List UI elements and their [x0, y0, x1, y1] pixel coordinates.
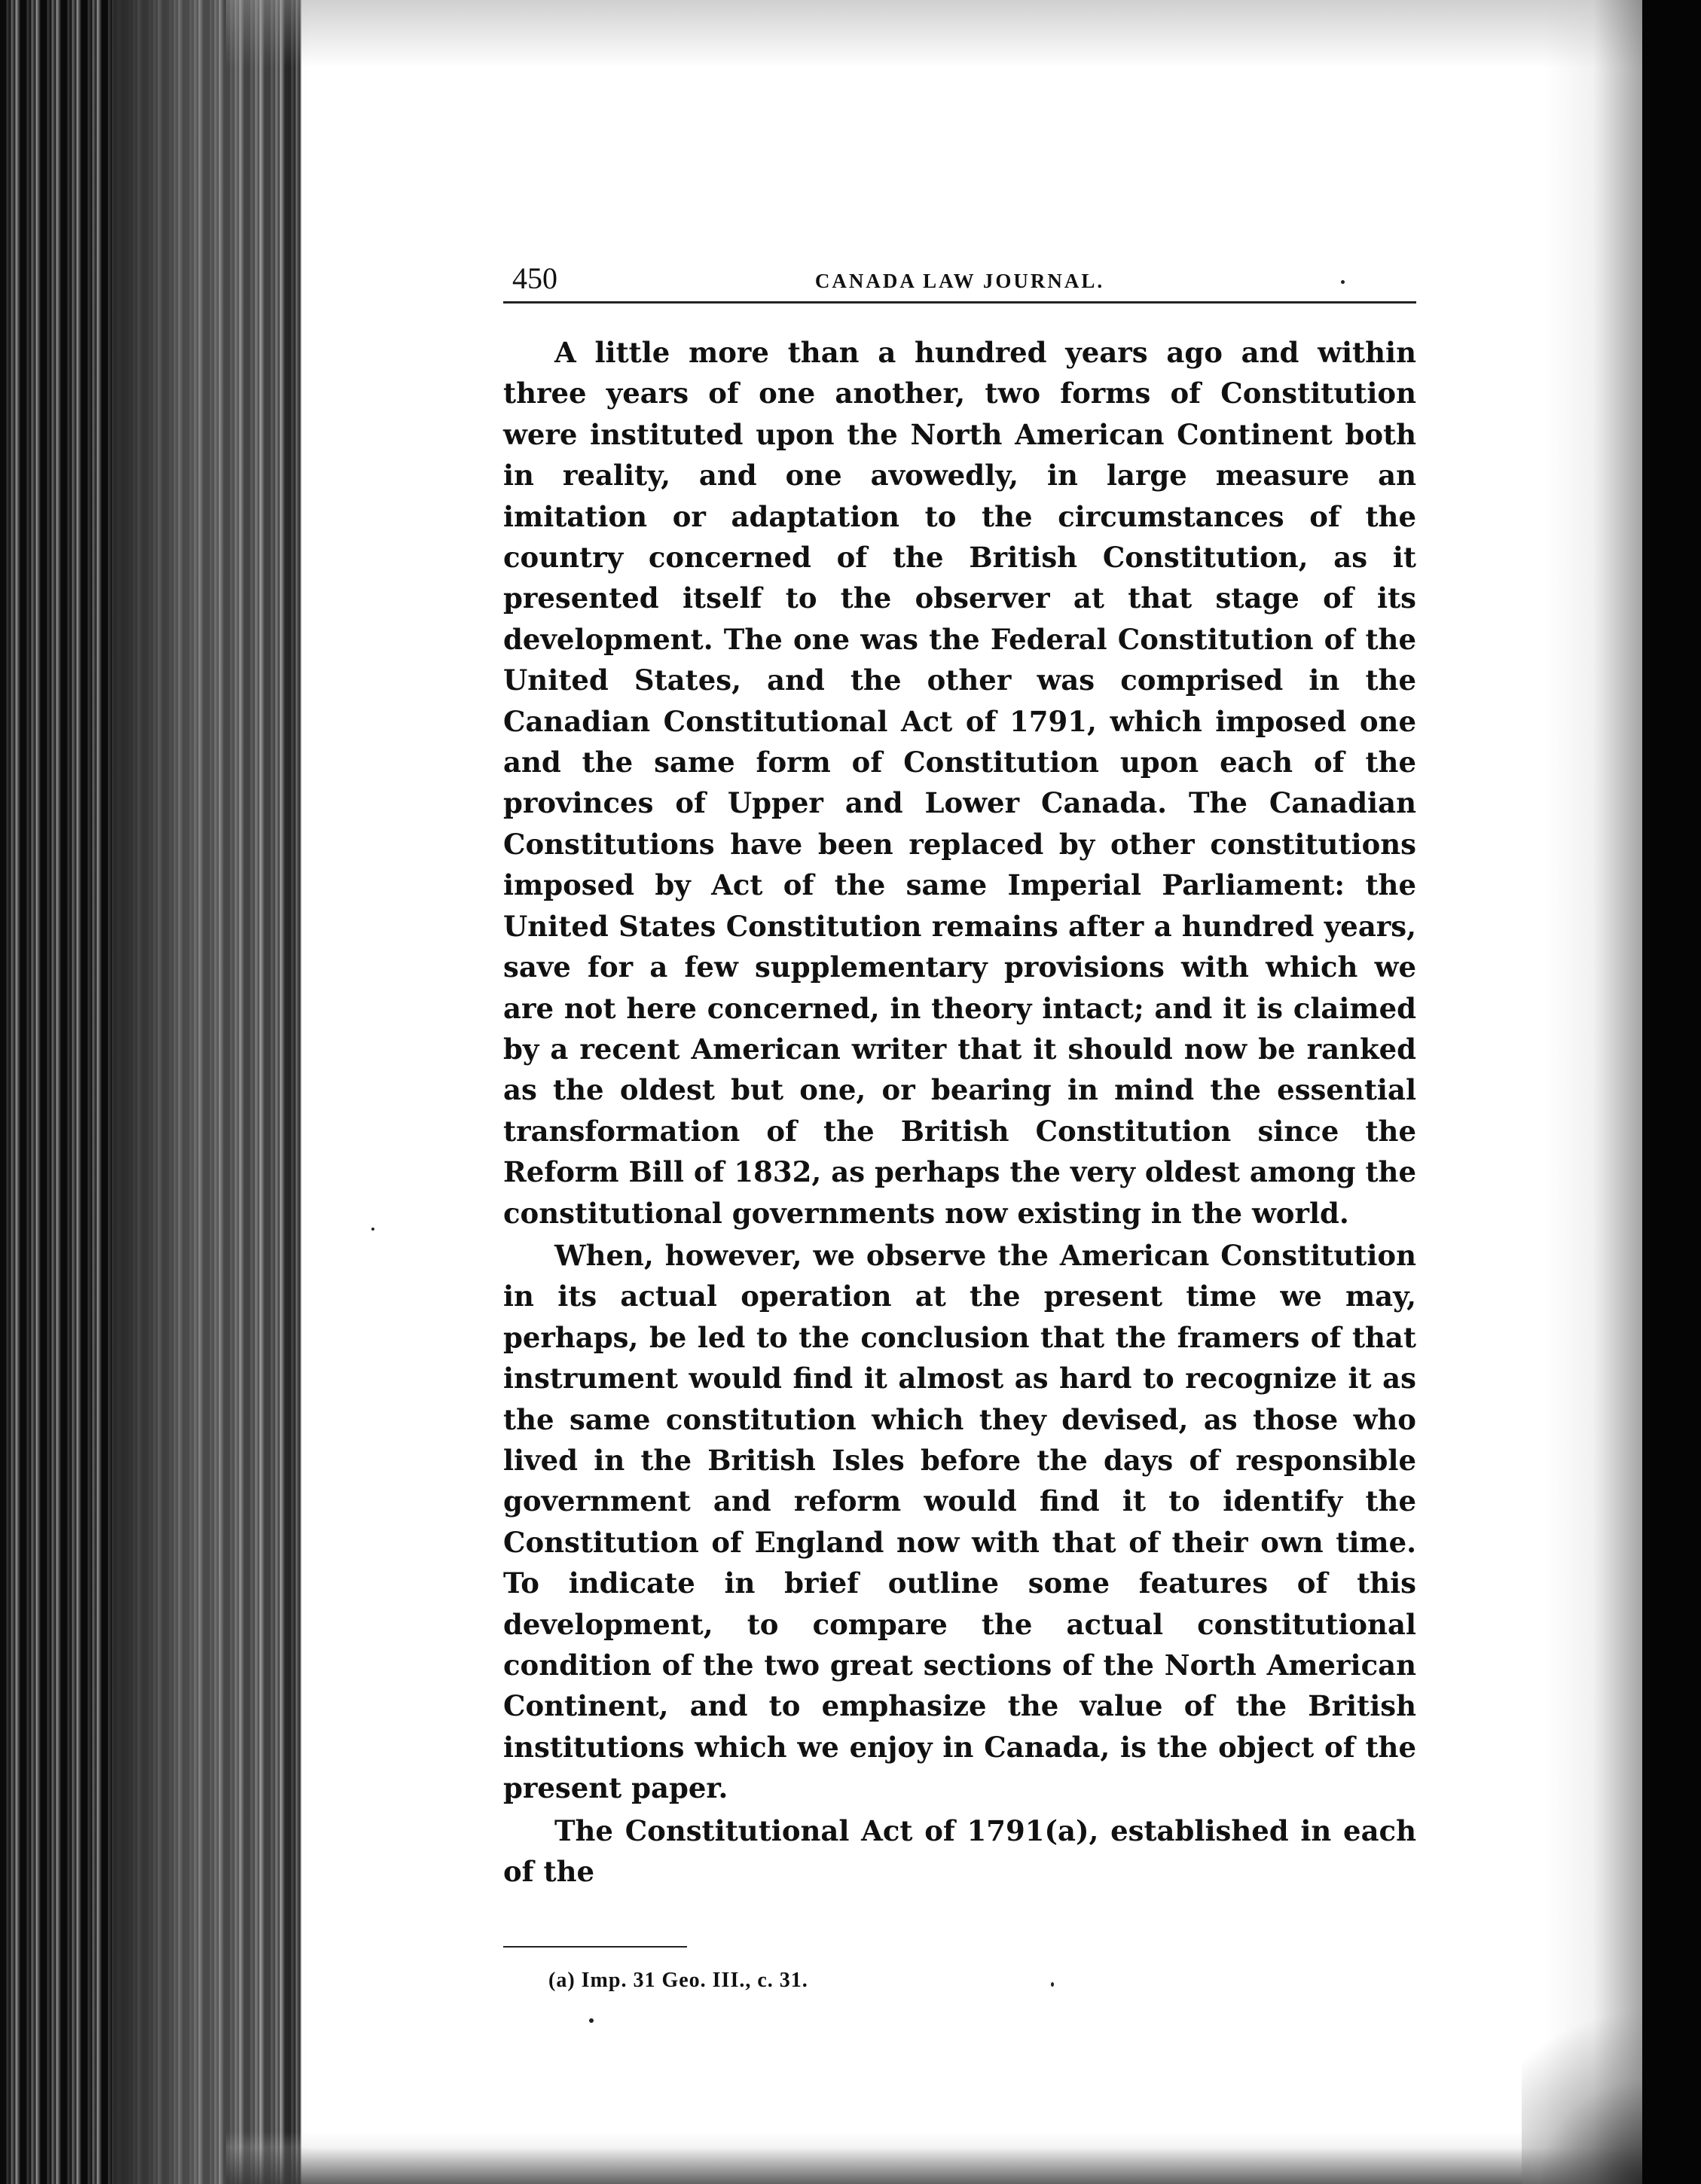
- running-header: [503, 261, 1416, 304]
- footnote-rule: [503, 1946, 687, 1948]
- bottom-edge-shadow: [226, 2131, 1642, 2184]
- page-number: 450: [512, 261, 557, 295]
- ink-speck: [589, 2018, 594, 2023]
- corner-shadow: [1522, 1988, 1642, 2184]
- paragraph-1: A little more than a hundred years ago and within three years of one another, two forms of Constitution were instituted upon the North American Continent both in reality, and one avowedly, in large measure an imitation or adaptation to the circumstances of the country concerned of the British Constitution, as it presented itself to the observer at that stage of its development. The one was the Federal Constitution of the United States, and the other was comprised in the Canadian Constitutional Act of 1791, which imposed one and the same form of Constitution upon each of the provinces of Upper and Lower Canada. The Canadian Constitutions have been replaced by other constitutions imposed by Act of the same Imperial Parliament: the United States Constitution remains after a hundred years, save for a few supplementary provisions with which we are not here concerned, in theory intact; and it is claimed by a recent American writer that it should now be ranked as the oldest but one, or bearing in mind the essential transformation of the British Constitution since the Reform Bill of 1832, as perhaps the very oldest among the constitutional governments now existing in the world.: [503, 336, 1416, 1230]
- paragraph-3: The Constitutional Act of 1791(a), established in each of the: [503, 1813, 1416, 1889]
- footnote: (a) Imp. 31 Geo. III., c. 31.: [548, 1969, 808, 1993]
- right-page-edge: [1642, 0, 1701, 2184]
- gutter-shadow: [113, 0, 309, 2184]
- page-content: [503, 261, 1416, 1993]
- journal-title: CANADA LAW JOURNAL.: [814, 270, 1105, 292]
- article-body: [503, 332, 1416, 1892]
- right-edge-shadow: [1544, 0, 1642, 2184]
- paragraph-2: When, however, we observe the American Constitution in its actual operation at the present time we may, perhaps, be led to the conclusion that the framers of that instrument would find it almost as hard to recognize it as the same constitution which they devised, as those who lived in the British Isles before the days of responsible government and reform would find it to identify the Constitution of England now with that of their own time. To indicate in brief outline some features of this development, to compare the actual constitutional condition of the two great sections of the North American Continent, and to emphasize the value of the British institutions which we enjoy in Canada, is the object of the present paper.: [503, 1238, 1416, 1805]
- ink-speck: [371, 1228, 374, 1231]
- top-edge-shadow: [226, 0, 1642, 68]
